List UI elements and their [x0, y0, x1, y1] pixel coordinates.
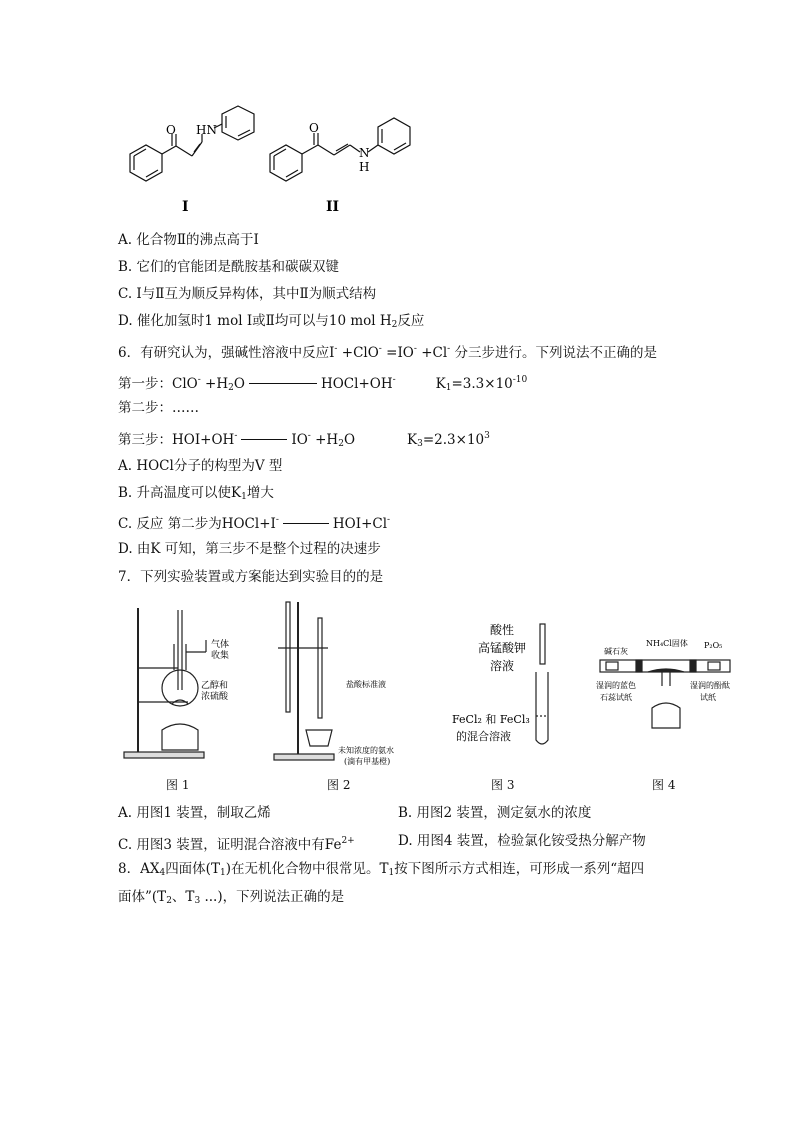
fig1-collect-label: 收集: [211, 651, 230, 661]
fig3-reagent-label-3: 溶液: [490, 659, 515, 673]
q7-option-d: D. 用图4 装置，检验氯化铵受热分解产物: [398, 833, 646, 849]
figure-4-caption: 图 4: [652, 778, 676, 792]
q6-option-c: C. 反应 第二步为HOCl+I- HOI+Cl-: [118, 515, 391, 532]
fig4-nh4cl-label: NH₄Cl固体: [646, 639, 688, 648]
fig4-blue-label-2: 石蕊试纸: [600, 693, 632, 702]
q6-stem: 6．有研究认为，强碱性溶液中反应I- +ClO- =IO- +Cl- 分三步进行。下列说法不正确的是: [118, 344, 657, 361]
q5-option-d: D. 催化加氢时1 mol Ⅰ或Ⅱ均可以与10 mol $H_2$反应: [118, 313, 425, 330]
figure-2-titration-apparatus: [266, 598, 416, 768]
structure-figures: [110, 100, 440, 220]
q5-option-a: A. 化合物Ⅱ的沸点高于Ⅰ: [118, 232, 259, 248]
fig4-phen-label-2: 试纸: [700, 693, 716, 702]
q7-stem: 7．下列实验装置或方案能达到实验目的的是: [118, 569, 384, 585]
hn-label: HN: [196, 123, 217, 137]
figure-2-caption: 图 2: [327, 778, 351, 792]
oxygen-label-1: O: [166, 123, 176, 137]
q5-option-c: C. Ⅰ与Ⅱ互为顺反异构体，其中Ⅱ为顺式结构: [118, 286, 377, 302]
fig3-mixture-label-1: FeCl₂ 和 FeCl₃: [452, 713, 530, 726]
fig3-reagent-label-1: 酸性: [490, 623, 515, 637]
figure-1-ethylene-apparatus: [118, 600, 268, 765]
fig1-gas-label: 气体: [211, 640, 230, 650]
figure-3-caption: 图 3: [491, 778, 515, 792]
fig1-reagent-label-1: 乙醇和: [201, 681, 229, 691]
fig4-p2o5-label: P₂O₅: [704, 641, 723, 650]
q6-option-a: A. HOCl分子的构型为V 型: [118, 458, 283, 474]
arrow-icon: [249, 383, 317, 384]
q5-option-b: B. 它们的官能团是酰胺基和碳碳双键: [118, 259, 340, 275]
fig3-mixture-label-2: 的混合溶液: [456, 730, 511, 743]
q6-step-3: 第三步：HOI+OH- $IO^- +H_2O$ $K_3=2.3\times 10^3$: [118, 431, 490, 449]
fig4-blue-label-1: 湿润的蓝色: [596, 681, 636, 690]
q8-stem-line-1: 8．$AX_4$四面体$(T_1)$在无机化合物中很常见。$T_1$按下图所示方式相连，可形成一系列“超四: [118, 861, 645, 878]
fig2-acid-label: 盐酸标准液: [346, 680, 386, 689]
structure-label-ii: II: [326, 199, 340, 215]
fig4-soda-label: 碱石灰: [604, 647, 628, 656]
arrow-icon: [241, 439, 287, 440]
structure-label-i: I: [182, 199, 189, 215]
fig1-reagent-label-2: 浓硫酸: [201, 692, 229, 702]
q6-option-d: D. 由K 可知，第三步不是整个过程的决速步: [118, 541, 381, 557]
oxygen-label-2: O: [309, 121, 319, 135]
q7-option-a: A. 用图1 装置，制取乙烯: [118, 805, 271, 821]
arrow-icon: [283, 523, 329, 524]
q7-option-c: C. 用图3 装置，证明混合溶液中有$Fe^{2+}$: [118, 836, 355, 853]
h-label: H: [359, 160, 370, 174]
q6-step-2: 第二步：……: [118, 400, 199, 416]
figure-1-caption: 图 1: [166, 778, 190, 792]
q6-option-b: B. 升高温度可以使$K_1$增大: [118, 485, 274, 502]
fig4-phen-label-1: 湿润的酚酞: [690, 681, 730, 690]
figure-4-nh4cl-apparatus: [596, 636, 736, 736]
fig3-reagent-label-2: 高锰酸钾: [478, 641, 527, 655]
fig2-base-label-1: 未知浓度的氨水: [338, 746, 394, 755]
q7-option-b: B. 用图2 装置，测定氨水的浓度: [398, 805, 592, 821]
q8-stem-line-2: 面体$”(T_2$、$T_3$ ...)，下列说法正确的是: [118, 889, 345, 906]
figure-3-test-tube: [446, 620, 566, 750]
fig2-base-label-2: (滴有甲基橙): [344, 757, 391, 766]
n-label: N: [359, 146, 370, 160]
q6-step-1: 第一步：$ClO^- +H_2O$ HOCl+OH- $K_1=3.3\times 10^{-10}$: [118, 375, 528, 393]
